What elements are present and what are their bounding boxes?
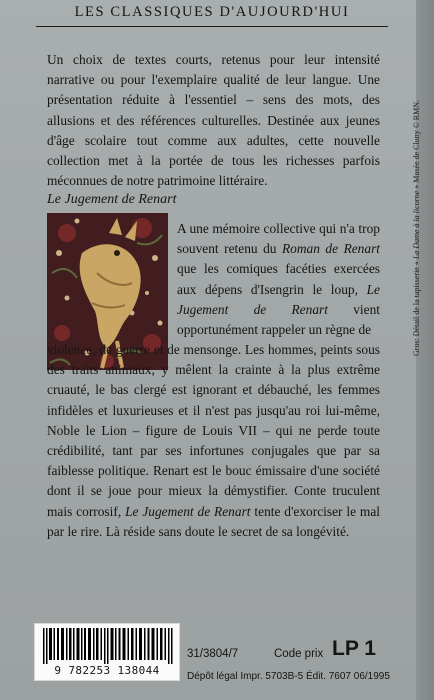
description-text-3: vient opportunément rappeler un règne de	[177, 301, 381, 338]
reference-number: 31/3804/7	[187, 648, 239, 660]
barcode-bars	[43, 628, 173, 664]
book-title-inline: Le Jugement de Renart	[177, 281, 380, 317]
description-text-2: que les comiques facéties exercées aux dépens d'Isengrin le loup,	[177, 261, 380, 297]
code-prix-label: Code prix	[274, 648, 324, 660]
collection-title: LES CLASSIQUES D'AUJOURD'HUI	[36, 4, 388, 27]
book-description-top	[177, 219, 380, 340]
book-description-continued	[47, 340, 380, 542]
price-code: LP 1	[332, 637, 376, 660]
book-title-inline-2: Le Jugement de Renart	[125, 503, 251, 519]
barcode-digits: 9 782253 138044	[54, 664, 160, 677]
collection-description: Un choix de textes courts, retenus pour leur intensité narrative ou pour l'exemplaire qualité de leur langue. Une présentation réduite à l'essentiel – sens des mots, des allusions et des références culturelles. Destinée aux jeunes d'âge scolaire tout comme aux adultes, cette nouvelle collection met à la portée de tous les richesses parfois méconnues de notre patrimoine littéraire.	[47, 52, 380, 189]
description-text-1: A une mémoire collective qui n'a trop souvent retenu du	[177, 221, 380, 257]
description-text-3b: violence, de guerre et de mensonge. Les hommes, peints sous des traits animaux, y mêlent la crainte à la plus extrême cruauté, le bas clergé est ignorant et débauché, les femmes infidèles et luxurieuses et il n'est pas jusqu'au roi lui-même, Noble le Lion – figure de Louis VII – qui ne perde toute crédibilité, tant par ses infortunes conjugales que par sa faiblesse politique. Renart est le bouc émissaire d'une société dont il se joue pour mieux la démystifier. Conte truculent mais corrosif,	[47, 342, 380, 519]
description-text-4: tente d'exorciser le mal par le rire. Là réside sans doute le secret de sa longévité.	[47, 503, 381, 539]
roman-title: Roman de Renart	[282, 241, 381, 257]
isbn-barcode	[34, 623, 180, 681]
depot-legal: Dépôt légal Impr. 5703B-5 Édit. 7607 06/1995	[187, 671, 390, 682]
book-title: Le Jugement de Renart	[47, 192, 177, 207]
cover-illustration-credit: Gros: Détail de la tapisserie « La Dame à la licorne » Musée de Cluny © RMN.	[412, 99, 421, 356]
